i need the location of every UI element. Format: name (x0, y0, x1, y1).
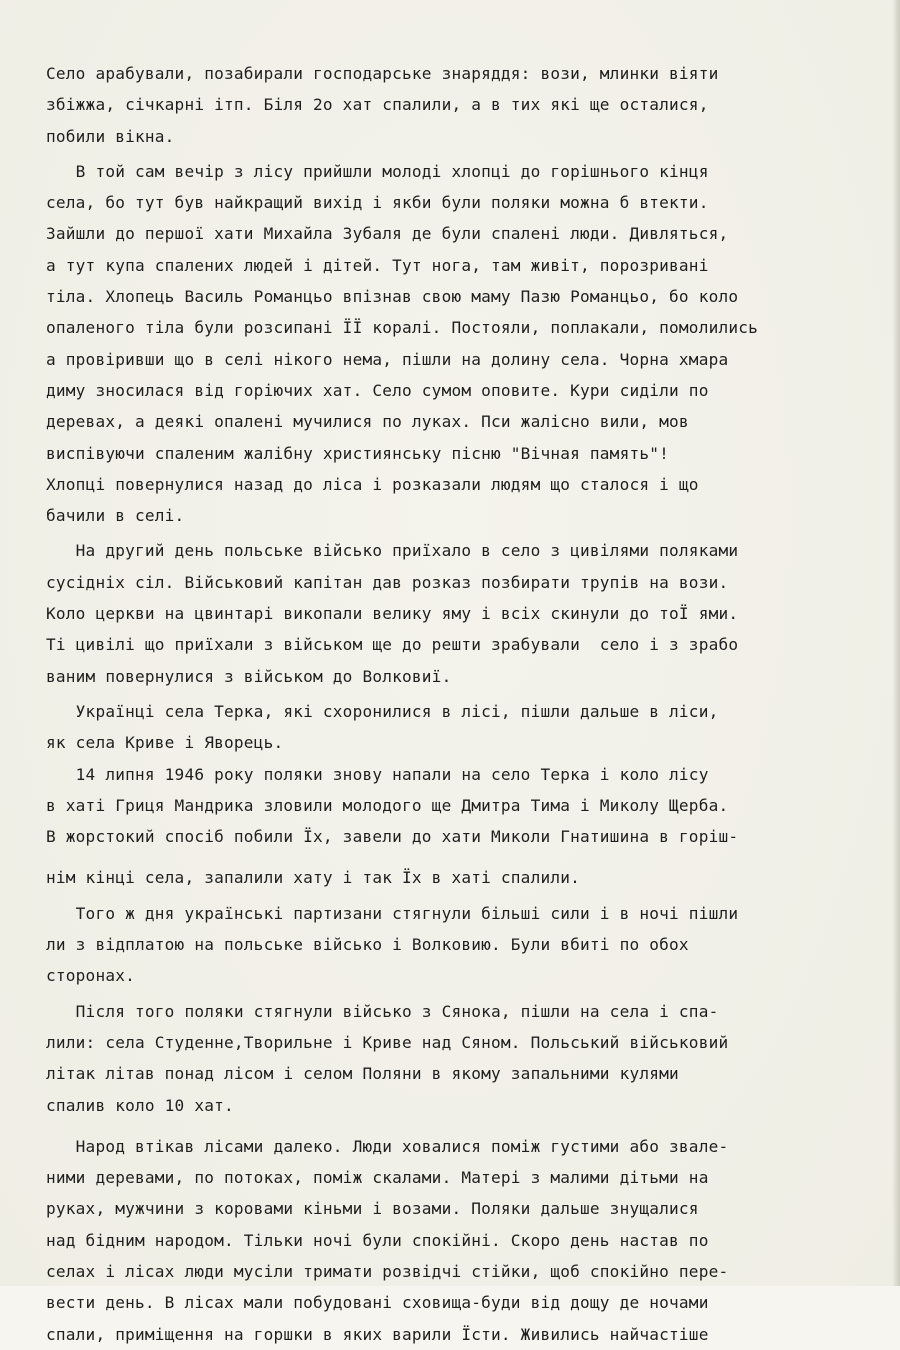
text-line: Ті цивілі що приїхали з військом ще до решти зрабували село і з зрабо (46, 635, 739, 655)
text-line: бачили в селі. (46, 506, 185, 526)
text-line: ними деревами, по потоках, поміж скалами. Матері з малими дітьми на (46, 1168, 709, 1188)
text-line: нім кінці села, запалили хату і так Їх в хаті спалили. (46, 868, 581, 888)
text-line: спалив коло 10 хат. (46, 1095, 234, 1115)
text-line: виспівуючи спаленим жалібну християнську пісню "Вічная память"! (46, 443, 670, 463)
text-line: 14 липня 1946 року поляки знову напали на село Терка і коло лісу (46, 764, 709, 784)
text-line: руках, мужчини з коровами кіньми і возами. Поляки дальше знущалися (46, 1199, 699, 1219)
text-line: літак літав понад лісом і селом Поляни в якому запальними кулями (46, 1064, 679, 1084)
text-line: В той сам вечір з лісу прийшли молоді хлопці до горішнього кінця (46, 161, 709, 181)
text-line: Хлопці повернулися назад до ліса і розказали людям що сталося і що (46, 474, 699, 494)
text-line: як села Криве і Яворець. (46, 733, 284, 753)
text-line: Село арабували, позабирали господарське знаряддя: вози, млинки віяти (46, 64, 719, 83)
text-line: Того ж дня українські партизани стягнули більші сили і в ночі пішли (46, 903, 739, 923)
text-line: ли з відплатою на польське військо і Волковию. Були вбиті по обох (46, 935, 689, 955)
paragraph-gap (46, 1121, 896, 1131)
text-line: сторонах. (46, 966, 136, 986)
text-line: Українці села Терка, які схоронилися в лісі, пішли дальше в ліси, (46, 701, 719, 721)
text-line: Коло церкви на цвинтарі викопали велику яму і всіх скинули до тоЇ ями. (46, 604, 739, 624)
text-line: села, бо тут був найкращий вихід і якби були поляки можна б втекти. (46, 193, 709, 213)
text-line: побили вікна. (46, 126, 175, 146)
typewritten-text (46, 58, 896, 1350)
text-line: тіла. Хлопець Василь Романцьо впізнав свою маму Пазю Романцьо, бо коло (46, 287, 739, 307)
text-line: над бідним народом. Тільки ночі були спокійні. Скоро день настав по (46, 1230, 709, 1250)
text-line: а тут купа спалених людей і дітей. Тут нога, там живіт, порозривані (46, 255, 709, 275)
text-line: диму зносилася від горіючих хат. Село сумом оповите. Кури сиділи по (46, 380, 709, 400)
text-line: збіжжа, січкарні ітп. Біля 2о хат спалили, а в тих які ще осталися, (46, 95, 709, 115)
text-line: Після того поляки стягнули військо з Сянока, пішли на села і спа- (46, 1001, 719, 1021)
text-line: вести день. В лісах мали побудовані сховища-буди від дощу де ночами (46, 1293, 709, 1313)
text-line: спали, приміщення на горшки в яких варили Їсти. Живились найчастіше (46, 1324, 709, 1344)
text-line: селах і лісах люди мусіли тримати розвідчі стійки, щоб спокійно пере- (46, 1261, 729, 1281)
text-line: Зайшли до першої хати Михайла Зубаля де були спалені люди. Дивляться, (46, 224, 729, 244)
text-line: На другий день польське військо приїхало в село з цивілями поляками (46, 541, 739, 561)
text-line: сусідніх сіл. Військовий капітан дав розказ позбирати трупів на вози. (46, 572, 729, 592)
text-line: лили: села Студенне,Творильне і Криве над Сяном. Польський військовий (46, 1032, 729, 1052)
text-line: Народ втікав лісами далеко. Люди ховалися поміж густими або звале- (46, 1136, 729, 1156)
paragraph-gap (46, 852, 896, 862)
text-line: В жорстокий спосіб побили Їх, завели до хати Миколи Гнатишина в горіш- (46, 827, 739, 847)
text-line: ваним повернулися з військом до Волковиї. (46, 666, 452, 686)
text-line: опаленого тіла були розсипані ЇЇ коралі. Постояли, поплакали, помолились (46, 318, 759, 338)
text-line: в хаті Гриця Мандрика зловили молодого ще Дмитра Тима і Миколу Щерба. (46, 795, 729, 815)
text-line: деревах, а деякі опалені мучилися по луках. Пси жалісно вили, мов (46, 412, 689, 432)
text-line: а провіривши що в селі нікого нема, пішли на долину села. Чорна хмара (46, 349, 729, 369)
